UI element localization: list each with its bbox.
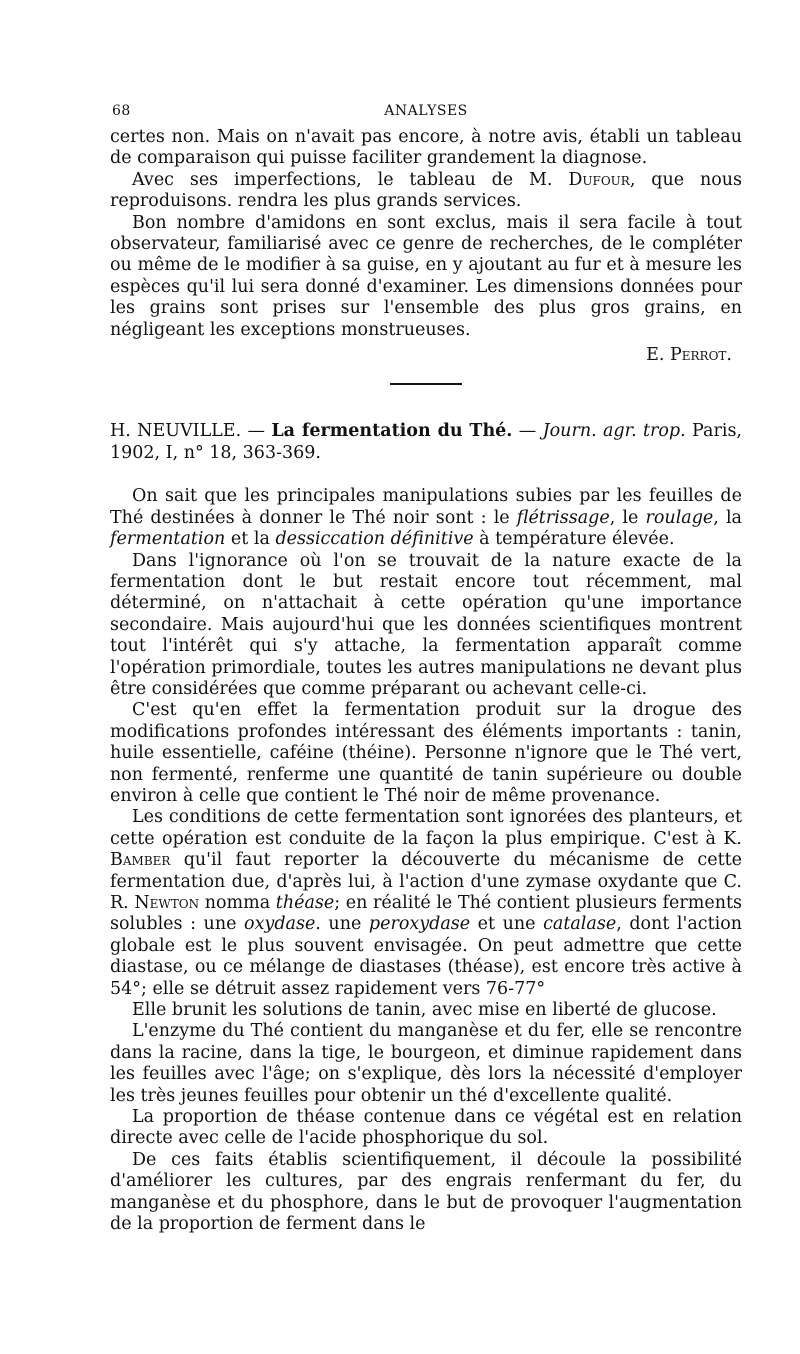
paragraph: De ces faits établis scientifiquement, il découle la possibilité d'améliorer les cultures, par des engrais renfermant du fer, du manganèse et du phosphore, dans le but de provoquer l'augmentation de la proportion de ferment dans le xyxy=(110,1149,742,1235)
citation-author: H. NEUVILLE. — xyxy=(110,421,272,442)
paragraph: certes non. Mais on n'avait pas encore, à notre avis, établi un tableau de comparaison qui puisse faciliter grandement la diagnose. xyxy=(110,127,742,169)
review-body xyxy=(110,486,742,1235)
citation-details: Paris, 1902, I, n° 18, 363-369. xyxy=(110,421,742,463)
section-divider xyxy=(390,383,462,385)
paragraph: Dans l'ignorance où l'on se trouvait de la nature exacte de la fermentation dont le but restait encore tout récemment, mal déterminé, on n'attachait à cette opération qu'une importance secondaire. Mais aujourd'hui que les données scientifiques montrent tout l'intérêt qui s'y attache, la fermentation apparaît comme l'opération primordiale, toutes les autres manipulations ne devant plus être considérées que comme préparant ou achevant celle-ci. xyxy=(110,550,742,699)
paragraph: La proportion de théase contenue dans ce végétal est en relation directe avec celle de l'acide phosphorique du sol. xyxy=(110,1107,742,1149)
paragraph: C'est qu'en effet la fermentation produit sur la drogue des modifications profondes intéressant des éléments importants : tanin, huile essentielle, caféine (théine). Personne n'ignore que le Thé vert, non fermenté, renferme une quantité de tanin supérieure ou double environ à celle que contient le Thé noir de même provenance. xyxy=(110,700,742,806)
paragraph: Les conditions de cette fermentation sont ignorées des planteurs, et cette opération est conduite de la façon la plus empirique. C'est à K. Bamber qu'il faut reporter la découverte du mécanisme de cette fermentation due, d'après lui, à l'action d'une zymase oxydante que C. R. Newton nomma théase; en réalité le Thé contient plusieurs ferments solubles : une oxydase. une peroxydase et une catalase, dont l'action globale est le plus souvent envisagée. On peut admettre que cette diastase, ou ce mélange de diastases (théase), est encore très active à 54°; elle se détruit assez rapidement vers 76-77° xyxy=(110,807,743,999)
citation-journal: Journ. agr. trop. xyxy=(542,421,686,442)
paragraph: Bon nombre d'amidons en sont exclus, mais il sera facile à tout observateur, familiarisé avec ce genre de recherches, de le compléter ou même de le modifier à sa guise, en y ajoutant au fur et à mesure les espèces qu'il lui sera donné d'examiner. Les dimensions données pour les grains sont prises sur l'ensemble des plus gros grains, en négligeant les exceptions monstrueuses. xyxy=(110,212,742,340)
citation-title: La fermentation du Thé. xyxy=(271,421,513,442)
author-name: Newton xyxy=(134,893,200,913)
author-name: Bamber xyxy=(110,850,171,871)
running-head xyxy=(110,103,742,127)
paragraph: Avec ses imperfections, le tableau de M. Dufour, que nous reproduisons. rendra les plus grands services. xyxy=(110,169,742,212)
author-name: Dufour xyxy=(568,169,630,190)
previous-review-ending xyxy=(110,127,742,366)
signature: E. Perrot. xyxy=(646,345,732,366)
running-title: ANALYSES xyxy=(384,103,468,119)
paragraph: On sait que les principales manipulations subies par les feuilles de Thé destinées à donner le Thé noir sont : le flétrissage, le roulage, la fermentation et la dessiccation définitive à température élevée. xyxy=(110,486,742,550)
paragraph: L'enzyme du Thé contient du manganèse et du fer, elle se rencontre dans la racine, dans la tige, le bourgeon, et diminue rapidement dans les feuilles avec l'âge; on s'explique, dès lors la nécessité d'employer les très jeunes feuilles pour obtenir un thé d'excellente qualité. xyxy=(110,1021,742,1106)
page-number: 68 xyxy=(112,103,131,119)
paragraph: Elle brunit les solutions de tanin, avec mise en liberté de glucose. xyxy=(132,1000,717,1021)
bibliographic-citation: H. NEUVILLE. — La fermentation du Thé. — Journ. agr. trop. Paris, 1902, I, n° 18, 363-369. xyxy=(110,421,742,463)
